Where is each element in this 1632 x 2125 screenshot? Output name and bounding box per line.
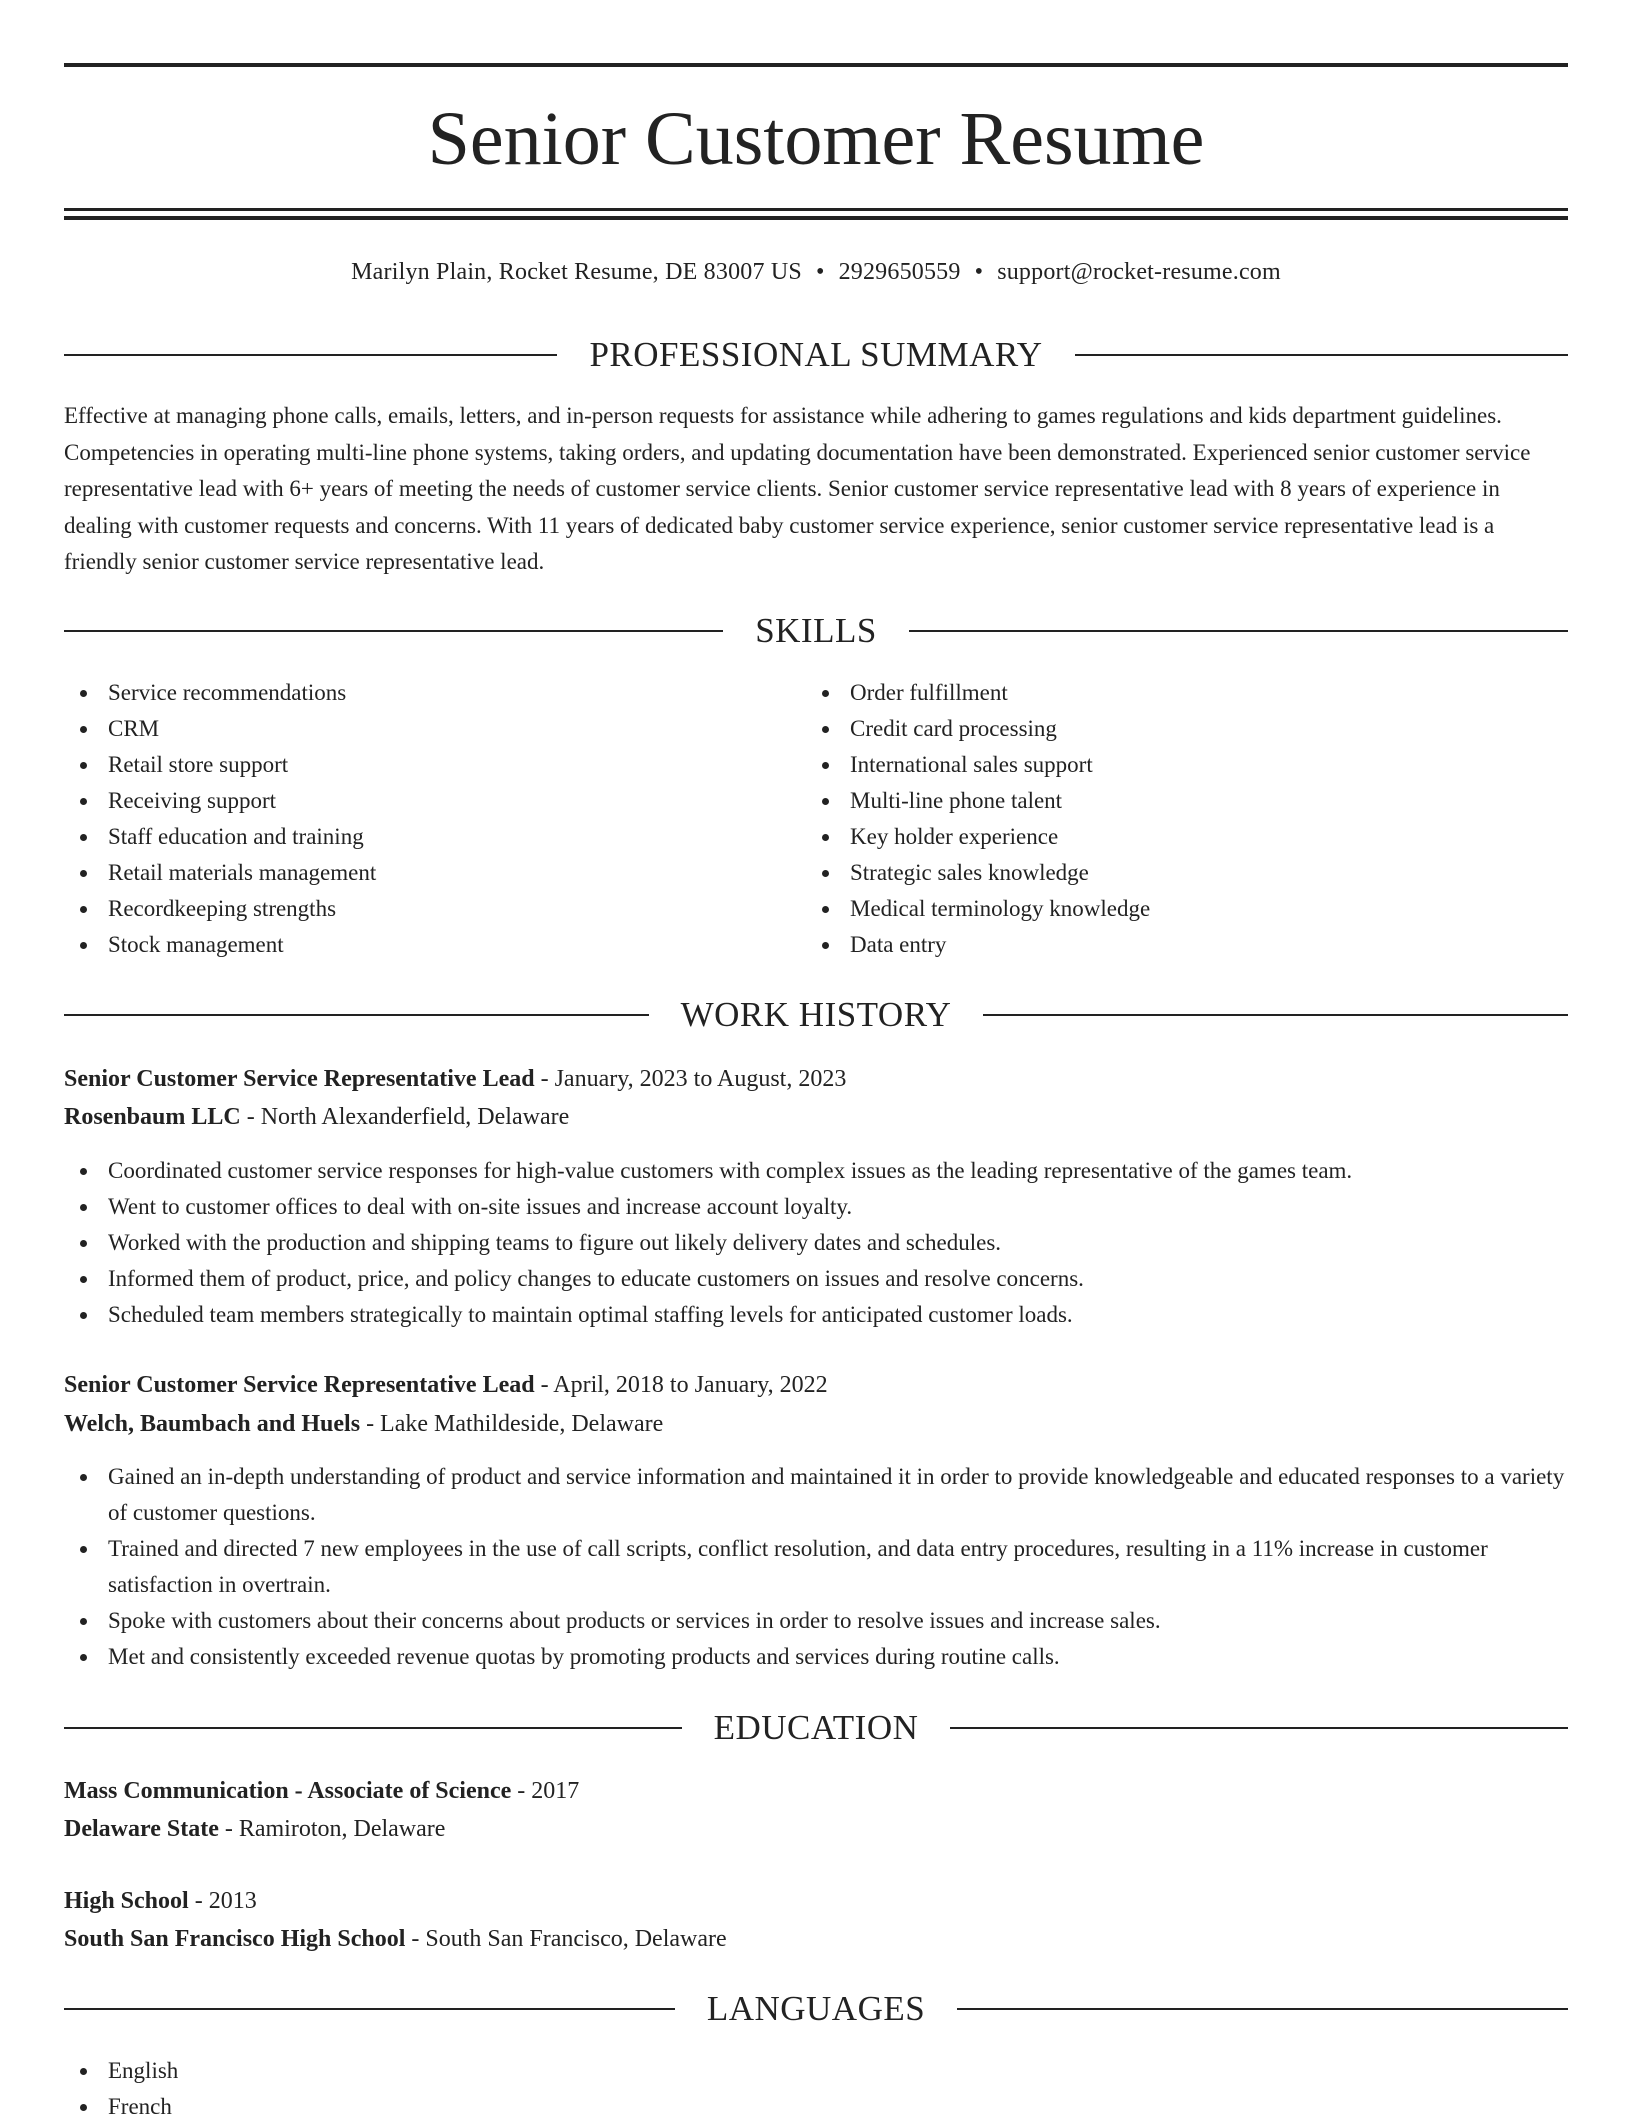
job-duty: Trained and directed 7 new employees in the use of call scripts, conflict resolution, and data entry procedures, resulting in a 11% increase in customer satisfaction in overtrain. [64, 1531, 1568, 1603]
job-duty: Gained an in-depth understanding of product and service information and maintained it in order to provide knowledgeable and educated responses to a variety of customer questions. [64, 1459, 1568, 1531]
job-duties-list [64, 1153, 1568, 1333]
job-location: - North Alexanderfield, Delaware [240, 1104, 570, 1130]
education-degree: Mass Communication - Associate of Science [64, 1778, 512, 1804]
skill-item: Recordkeeping strengths [64, 891, 744, 927]
education-location: - South San Francisco, Delaware [405, 1926, 727, 1952]
job-title: Senior Customer Service Representative Lead [64, 1066, 535, 1092]
heading-rule [64, 354, 557, 356]
heading-rule [1075, 354, 1568, 356]
contact-address: Marilyn Plain, Rocket Resume, DE 83007 US [351, 259, 802, 285]
skill-item: Retail store support [64, 747, 744, 783]
job-duty: Went to customer offices to deal with on-site issues and increase account loyalty. [64, 1189, 1568, 1225]
heading-rule [64, 630, 723, 632]
section-title: WORK HISTORY [680, 995, 952, 1034]
professional-summary: Effective at managing phone calls, emails, letters, and in-person requests for assistance while adhering to games regulations and kids department guidelines. Competencies in operating multi-line phone systems, taking orders, and updating documentation have been demonstrated. Experienced senior customer service representative lead with 6+ years of meeting the needs of customer service clients. Senior customer service representative lead with 8 years of experience in dealing with customer requests and concerns. With 11 years of dedicated baby customer service experience, senior customer service representative lead is a friendly senior customer service representative lead. [64, 403, 1531, 574]
section-heading-work [64, 995, 1568, 1035]
heading-rule [909, 630, 1568, 632]
education-location: - Ramiroton, Delaware [218, 1816, 446, 1842]
skill-item: International sales support [806, 747, 1506, 783]
heading-rule [64, 1014, 649, 1016]
job-duty: Met and consistently exceeded revenue quotas by promoting products and services during routine calls. [64, 1639, 1568, 1675]
education-school-line [64, 1921, 1568, 1957]
skill-item: Multi-line phone talent [806, 783, 1506, 819]
job-title: Senior Customer Service Representative Lead [64, 1372, 535, 1398]
skill-item: Credit card processing [806, 711, 1506, 747]
contact-separator: • [815, 259, 825, 285]
job-dates: - January, 2023 to August, 2023 [534, 1066, 847, 1092]
job-title-line [64, 1367, 1568, 1403]
section-heading-summary [64, 335, 1568, 375]
education-school: Delaware State [64, 1816, 219, 1842]
skill-item: Medical terminology knowledge [806, 891, 1506, 927]
education-school-line [64, 1811, 1568, 1847]
section-heading-languages [64, 1989, 1568, 2029]
skills-list-left [64, 675, 744, 963]
section-title: LANGUAGES [706, 1989, 926, 2028]
job-title-line [64, 1061, 1568, 1097]
heading-rule [957, 2008, 1568, 2010]
education-degree-line [64, 1773, 1568, 1809]
job-duties-list [64, 1459, 1568, 1675]
skill-item: Service recommendations [64, 675, 744, 711]
title-double-rule [64, 208, 1568, 220]
job-duty: Worked with the production and shipping teams to figure out likely delivery dates and schedules. [64, 1225, 1568, 1261]
section-heading-education [64, 1708, 1568, 1748]
education-year: - 2013 [188, 1888, 257, 1914]
skill-item: Receiving support [64, 783, 744, 819]
education-degree-line [64, 1883, 1568, 1919]
skill-item: CRM [64, 711, 744, 747]
contact-separator: • [974, 259, 984, 285]
education-year: - 2017 [511, 1778, 580, 1804]
heading-rule [983, 1014, 1568, 1016]
languages-list [64, 2053, 1568, 2125]
job-location: - Lake Mathildeside, Delaware [360, 1411, 664, 1437]
skill-item: Key holder experience [806, 819, 1506, 855]
section-title: SKILLS [755, 611, 877, 650]
job-company: Welch, Baumbach and Huels [64, 1411, 361, 1437]
job-company-line [64, 1406, 1568, 1442]
contact-line [64, 254, 1568, 290]
skill-item: Retail materials management [64, 855, 744, 891]
job-duty: Informed them of product, price, and policy changes to educate customers on issues and resolve concerns. [64, 1261, 1568, 1297]
education-degree: High School [64, 1888, 189, 1914]
job-duty: Spoke with customers about their concerns about products or services in order to resolve issues and increase sales. [64, 1603, 1568, 1639]
heading-rule [64, 2008, 675, 2010]
skill-item: Order fulfillment [806, 675, 1506, 711]
skill-item: Data entry [806, 927, 1506, 963]
section-title: EDUCATION [713, 1708, 919, 1747]
job-duty: Scheduled team members strategically to maintain optimal staffing levels for anticipated customer loads. [64, 1297, 1568, 1333]
contact-email: support@rocket-resume.com [997, 259, 1281, 285]
job-company: Rosenbaum LLC [64, 1104, 241, 1130]
job-duty: Coordinated customer service responses for high-value customers with complex issues as the leading representative of the games team. [64, 1153, 1568, 1189]
contact-phone: 2929650559 [838, 259, 961, 285]
section-heading-skills [64, 611, 1568, 651]
skills-list-right [806, 675, 1506, 963]
resume-title: Senior Customer Resume [427, 97, 1205, 181]
skill-item: Stock management [64, 927, 744, 963]
section-title: PROFESSIONAL SUMMARY [589, 335, 1043, 374]
education-school: South San Francisco High School [64, 1926, 406, 1952]
heading-rule [950, 1727, 1568, 1729]
skill-item: Strategic sales knowledge [806, 855, 1506, 891]
language-item: English [64, 2053, 1568, 2089]
language-item: French [64, 2089, 1568, 2125]
job-dates: - April, 2018 to January, 2022 [534, 1372, 828, 1398]
heading-rule [64, 1727, 682, 1729]
skill-item: Staff education and training [64, 819, 744, 855]
top-rule [64, 63, 1568, 67]
job-company-line [64, 1099, 1568, 1135]
